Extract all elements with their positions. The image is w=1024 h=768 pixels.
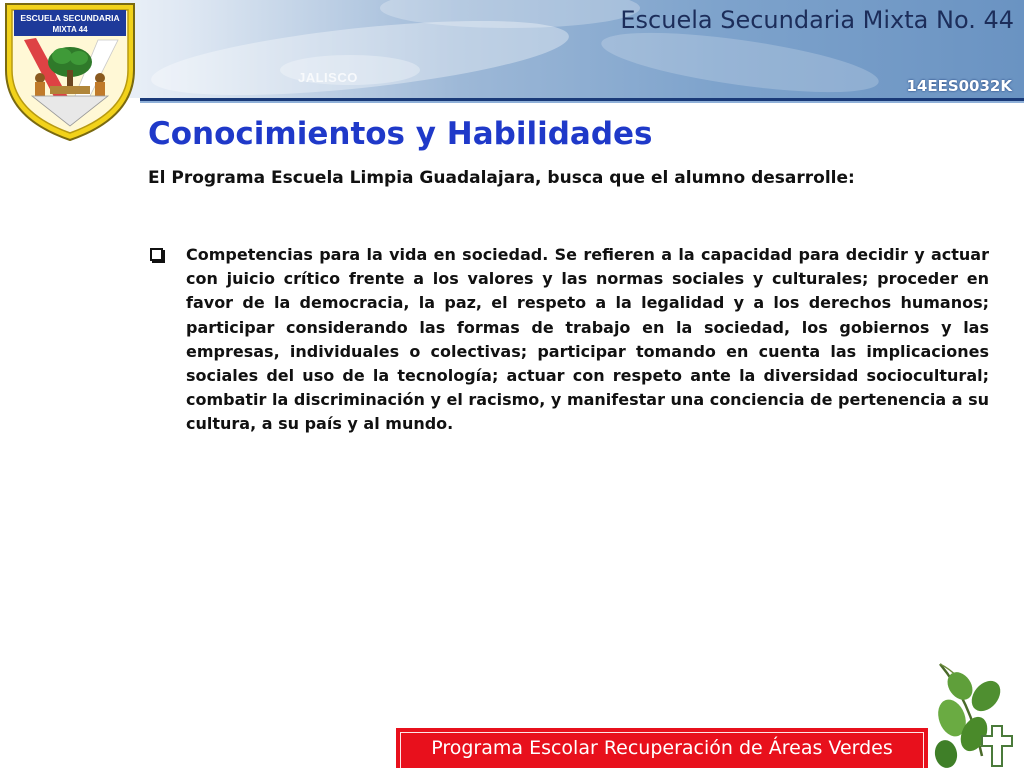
footer-program-banner — [396, 728, 928, 768]
plant-cross-icon — [930, 660, 1024, 768]
slide-title: Conocimientos y Habilidades — [148, 116, 653, 152]
bullet-item: Competencias para la vida en sociedad. Se refieren a la capacidad para decidir y actuar con juicio crítico frente a los valores y las normas sociales y culturales; proceder en favor de la democracia, la paz, el respeto a la legalidad y a los derechos humanos; participar considerando las formas de trabajo en la sociedad, los gobiernos y las empresas, individuales o colectivas; participar tomando en cuenta las implicaciones sociales del uso de la tecnología; actuar con respeto ante la diversidad sociocultural; combatir la discriminación y el racismo, y manifestar una conciencia de pertenencia a su cultura, a su país y al mundo. — [186, 245, 989, 434]
checkbox-bullet-icon — [150, 248, 163, 261]
school-code: 14EES0032K — [906, 77, 1012, 95]
bullet-list — [148, 243, 989, 437]
intro-paragraph: El Programa Escuela Limpia Guadalajara, busca que el alumno desarrolle: — [148, 168, 855, 188]
emblem-text-line2: MIXTA 44 — [52, 25, 88, 34]
emblem-text-line1: ESCUELA SECUNDARIA — [20, 13, 120, 23]
header-divider-accent — [140, 101, 1024, 103]
school-name: Escuela Secundaria Mixta No. 44 — [620, 6, 1014, 34]
region-watermark: JALISCO — [298, 70, 358, 85]
school-emblem-icon — [2, 0, 138, 142]
footer-program-name: Programa Escolar Recuperación de Áreas Verdes — [431, 737, 893, 759]
